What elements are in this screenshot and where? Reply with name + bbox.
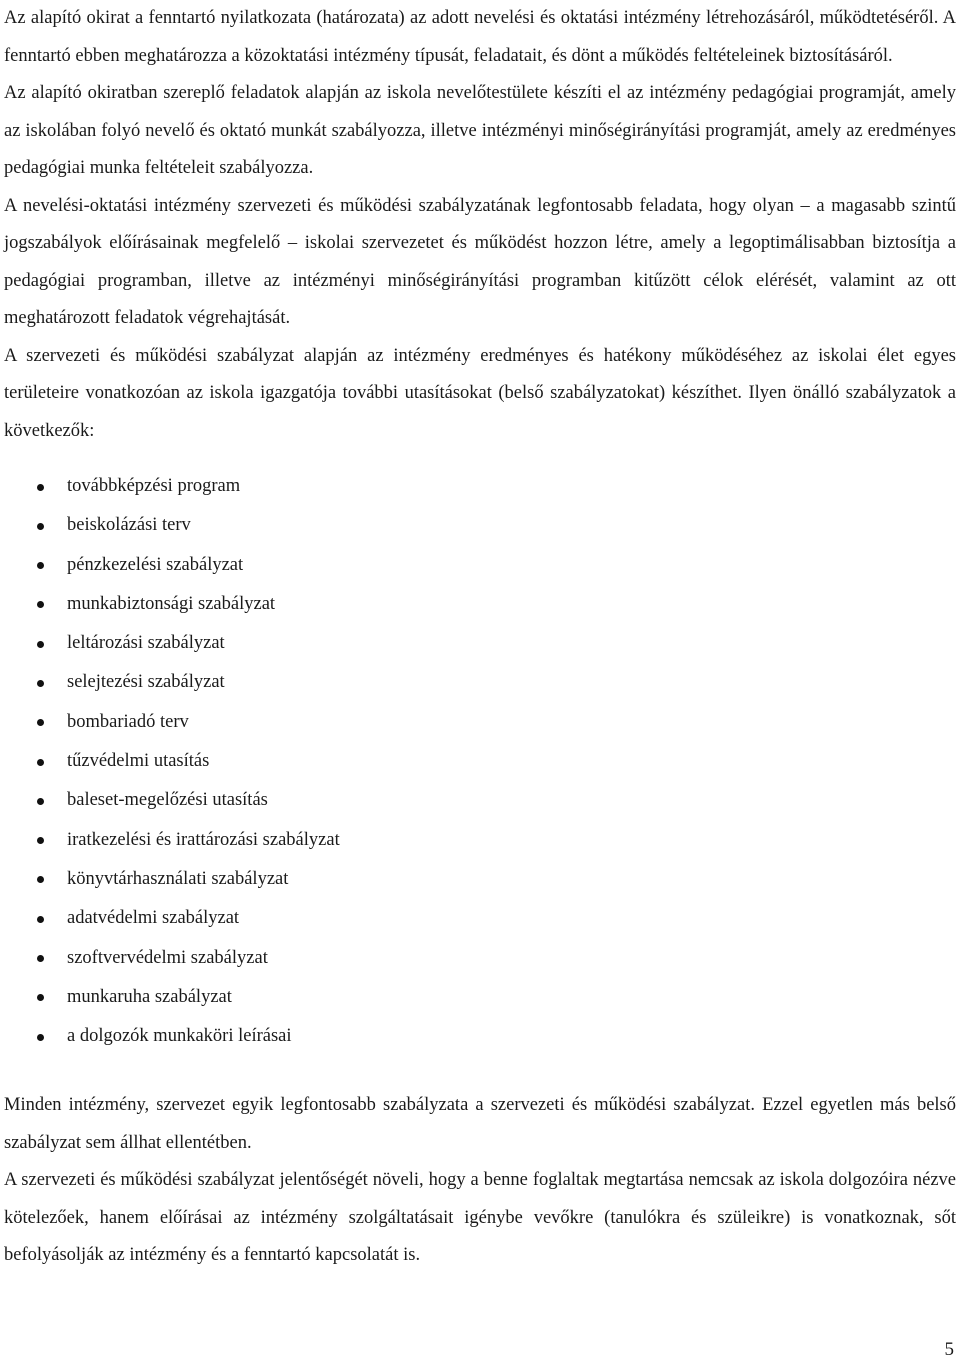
list-item-label: bombariadó terv [67,711,189,732]
list-item-label: iratkezelési és irattározási szabályzat [67,829,340,850]
list-item-label: továbbképzési program [67,476,241,496]
bullet-icon [37,876,44,883]
list-item-label: könyvtárhasználati szabályzat [67,868,289,889]
bullet-icon [37,680,44,687]
bullet-icon [37,837,44,844]
bullet-icon [37,916,44,923]
list-item [4,585,956,624]
list-item [4,624,956,663]
document-page [4,0,956,1275]
list-item-label: munkaruha szabályzat [67,986,232,1007]
list-item [4,506,956,545]
bullet-icon [37,759,44,766]
paragraph-internal-regulations: A szervezeti és működési szabályzat alapján az intézmény eredményes és hatékony működéséhez az iskolai élet egyes területeire vonatkozóan az iskola igazgatója további utasításokat (belső szabályzatokat) készíthet. Ilyen önálló szabályzatok a következők: [4,345,956,441]
bullet-icon [37,1034,44,1041]
list-item-label: a dolgozók munkaköri leírásai [67,1026,292,1047]
spacer [4,1056,956,1087]
bullet-icon [37,955,44,962]
list-item [4,703,956,742]
list-item-label: selejtezési szabályzat [67,672,225,693]
paragraph-founding-charter: Az alapító okirat a fenntartó nyilatkozata (határozata) az adott nevelési és oktatási intézmény létrehozásáról, működtetéséről. A fenntartó ebben meghatározza a közoktatási intézmény típusát, feladatait, és dönt a működés feltételeinek biztosításáról. [4,8,956,66]
list-item-label: tűzvédelmi utasítás [67,751,210,772]
list-item [4,742,956,781]
bullet-icon [37,798,44,805]
list-item-label: szoftvervédelmi szabályzat [67,947,268,968]
bullet-icon [37,641,44,648]
list-item [4,663,956,702]
list-item [4,467,956,506]
list-item-label: leltározási szabályzat [67,633,225,654]
bullet-icon [37,601,44,608]
list-item-label: pénzkezelési szabályzat [67,554,244,575]
list-item [4,899,956,938]
bullet-icon [37,994,44,1001]
list-item [4,546,956,585]
list-item [4,978,956,1017]
list-item-label: baleset-megelőzési utasítás [67,790,268,811]
bullet-icon [37,562,44,569]
paragraph-pedagogical-program: Az alapító okiratban szereplő feladatok alapján az iskola nevelőtestülete készíti el az intézmény pedagógiai programját, amely az iskolában folyó nevelő és oktató munkát szabályozza, illetve intézményi minőségirányítási programját, amely az eredményes pedagógiai munka feltételeit szabályozza. [4,83,956,178]
bullet-icon [37,523,44,530]
list-item-label: munkabiztonsági szabályzat [67,593,276,614]
paragraph-sms-importance: Minden intézmény, szervezet egyik legfontosabb szabályzata a szervezeti és működési szabályzat. Ezzel egyetlen más belső szabályzat sem állhat ellentétben. [4,1095,956,1153]
bullet-icon [37,719,44,726]
list-item [4,781,956,820]
list-item-label: adatvédelmi szabályzat [67,908,240,929]
list-item [4,1017,956,1056]
bullet-icon [37,484,44,491]
list-item-label: beiskolázási terv [67,515,191,536]
page-number: 5 [944,1339,954,1360]
paragraph-sms-purpose: A nevelési-oktatási intézmény szervezeti és működési szabályzatának legfontosabb feladata, hogy olyan – a magasabb szintű jogszabályok előírásainak megfelelő – iskolai szervezetet és működést hozzon létre, amely a legoptimálisabban biztosítja a pedagógiai programban, illetve az intézményi minőségirányítási programban kitűzött célok elérését, valamint az ott meghatározott feladatok végrehajtását. [4,195,956,328]
list-item [4,860,956,899]
regulations-list [4,467,956,1056]
list-item [4,939,956,978]
list-item [4,821,956,860]
paragraph-sms-significance: A szervezeti és működési szabályzat jelentőségét növeli, hogy a benne foglaltak megtartása nemcsak az iskola dolgozóira nézve kötelezőek, hanem előírásai az intézmény szolgáltatásait igénybe vevőkre (tanulókra és szüleikre) is vonatkoznak, sőt befolyásolják az intézmény és a fenntartó kapcsolatát is. [4,1170,956,1266]
